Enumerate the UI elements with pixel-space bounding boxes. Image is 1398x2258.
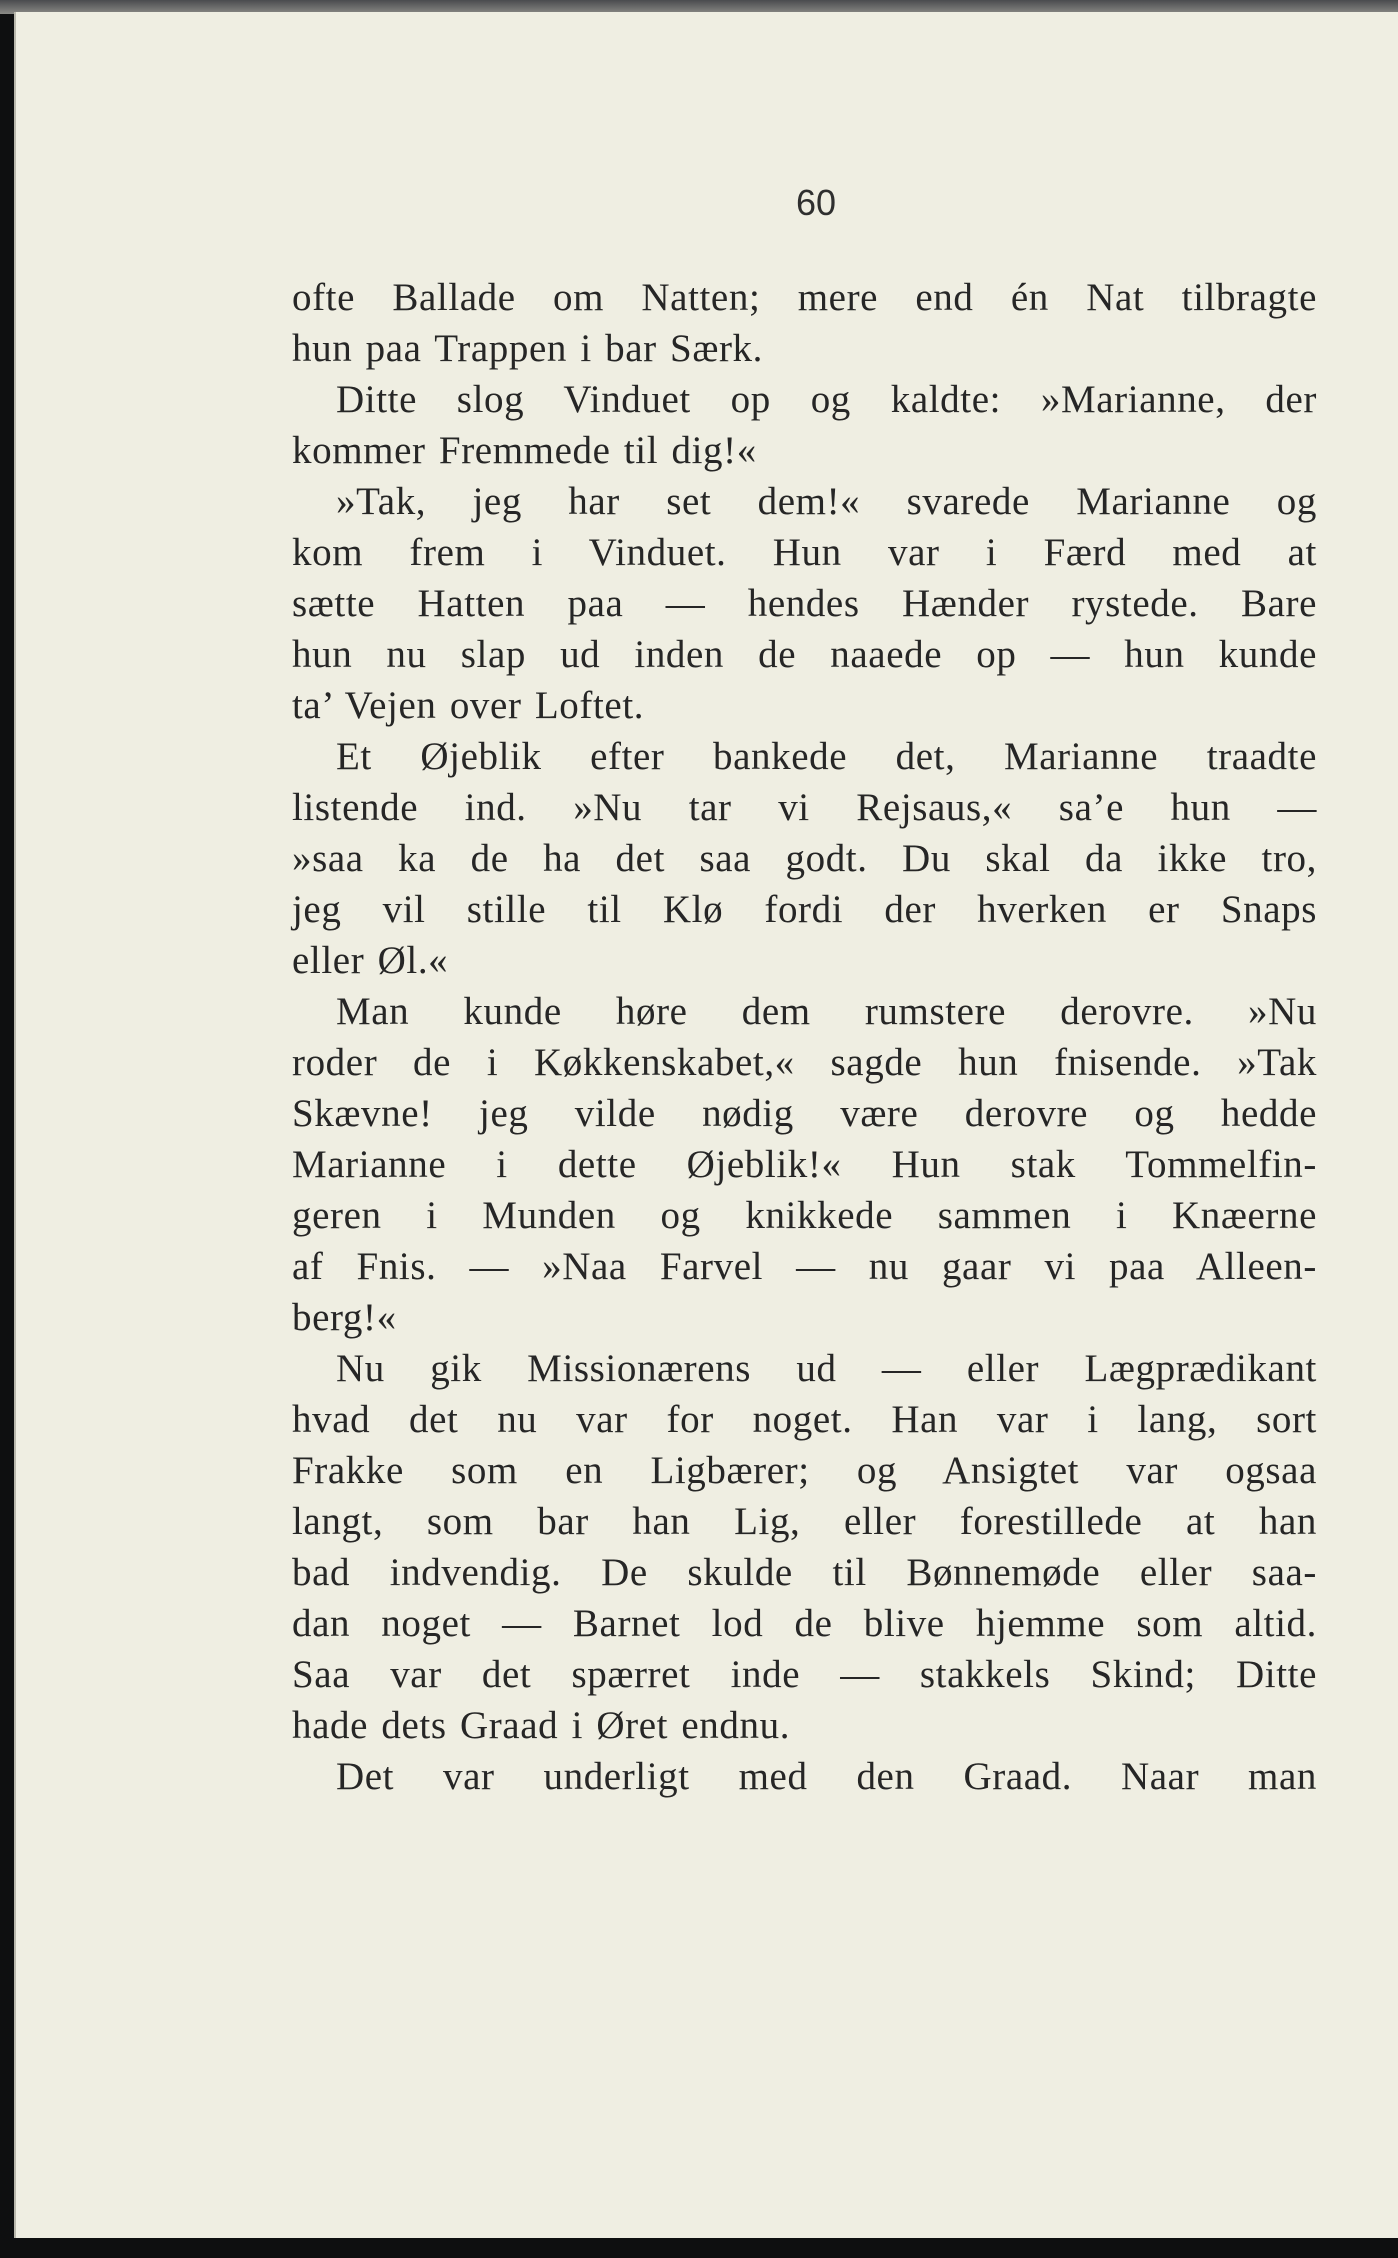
text-line: hade dets Graad i Øret endnu.: [292, 1704, 791, 1747]
text-line: »saa ka de ha det saa godt. Du skal da ikke tro,: [292, 837, 1317, 880]
text-line: bad indvendig. De skulde til Bønnemøde eller saa-: [292, 1551, 1317, 1594]
text-line: hun nu slap ud inden de naaede op — hun kunde: [292, 633, 1317, 676]
text-line: Marianne i dette Øjeblik!« Hun stak Tommelfin-: [292, 1143, 1317, 1186]
text-line: kom frem i Vinduet. Hun var i Færd med at: [292, 531, 1317, 574]
text-line: dan noget — Barnet lod de blive hjemme som altid.: [292, 1602, 1317, 1645]
text-line: Saa var det spærret inde — stakkels Skind; Ditte: [292, 1653, 1317, 1696]
text-line: »Tak, jeg har set dem!« svarede Marianne og: [336, 480, 1317, 523]
text-line: hvad det nu var for noget. Han var i lang, sort: [292, 1398, 1317, 1441]
text-line: Skævne! jeg vilde nødig være derovre og hedde: [292, 1092, 1317, 1135]
text-line: Frakke som en Ligbærer; og Ansigtet var ogsaa: [292, 1449, 1317, 1492]
body-text: [292, 272, 1317, 1802]
text-line: kommer Fremmede til dig!«: [292, 429, 757, 472]
text-line: roder de i Køkkenskabet,« sagde hun fnisende. »Tak: [292, 1041, 1317, 1084]
text-line: geren i Munden og knikkede sammen i Knæerne: [292, 1194, 1317, 1237]
text-line: sætte Hatten paa — hendes Hænder rystede. Bare: [292, 582, 1317, 625]
text-line: af Fnis. — »Naa Farvel — nu gaar vi paa Alleen-: [292, 1245, 1317, 1288]
text-line: listende ind. »Nu tar vi Rejsaus,« sa’e hun —: [292, 786, 1317, 829]
text-line: berg!«: [292, 1296, 397, 1339]
text-line: hun paa Trappen i bar Særk.: [292, 327, 763, 370]
text-line: ta’ Vejen over Loftet.: [292, 684, 645, 727]
text-line: eller Øl.«: [292, 939, 449, 982]
text-line: Nu gik Missionærens ud — eller Lægprædikant: [336, 1347, 1317, 1390]
text-line: ofte Ballade om Natten; mere end én Nat tilbragte: [292, 276, 1317, 319]
text-line: Ditte slog Vinduet op og kaldte: »Marianne, der: [336, 378, 1317, 421]
text-line: jeg vil stille til Klø fordi der hverken er Snaps: [292, 888, 1317, 931]
text-line: Man kunde høre dem rumstere derovre. »Nu: [336, 990, 1317, 1033]
text-line: Det var underligt med den Graad. Naar man: [336, 1755, 1317, 1798]
text-line: langt, som bar han Lig, eller forestillede at han: [292, 1500, 1317, 1543]
text-line: Et Øjeblik efter bankede det, Marianne traadte: [336, 735, 1317, 778]
page-number: 60: [795, 182, 837, 223]
